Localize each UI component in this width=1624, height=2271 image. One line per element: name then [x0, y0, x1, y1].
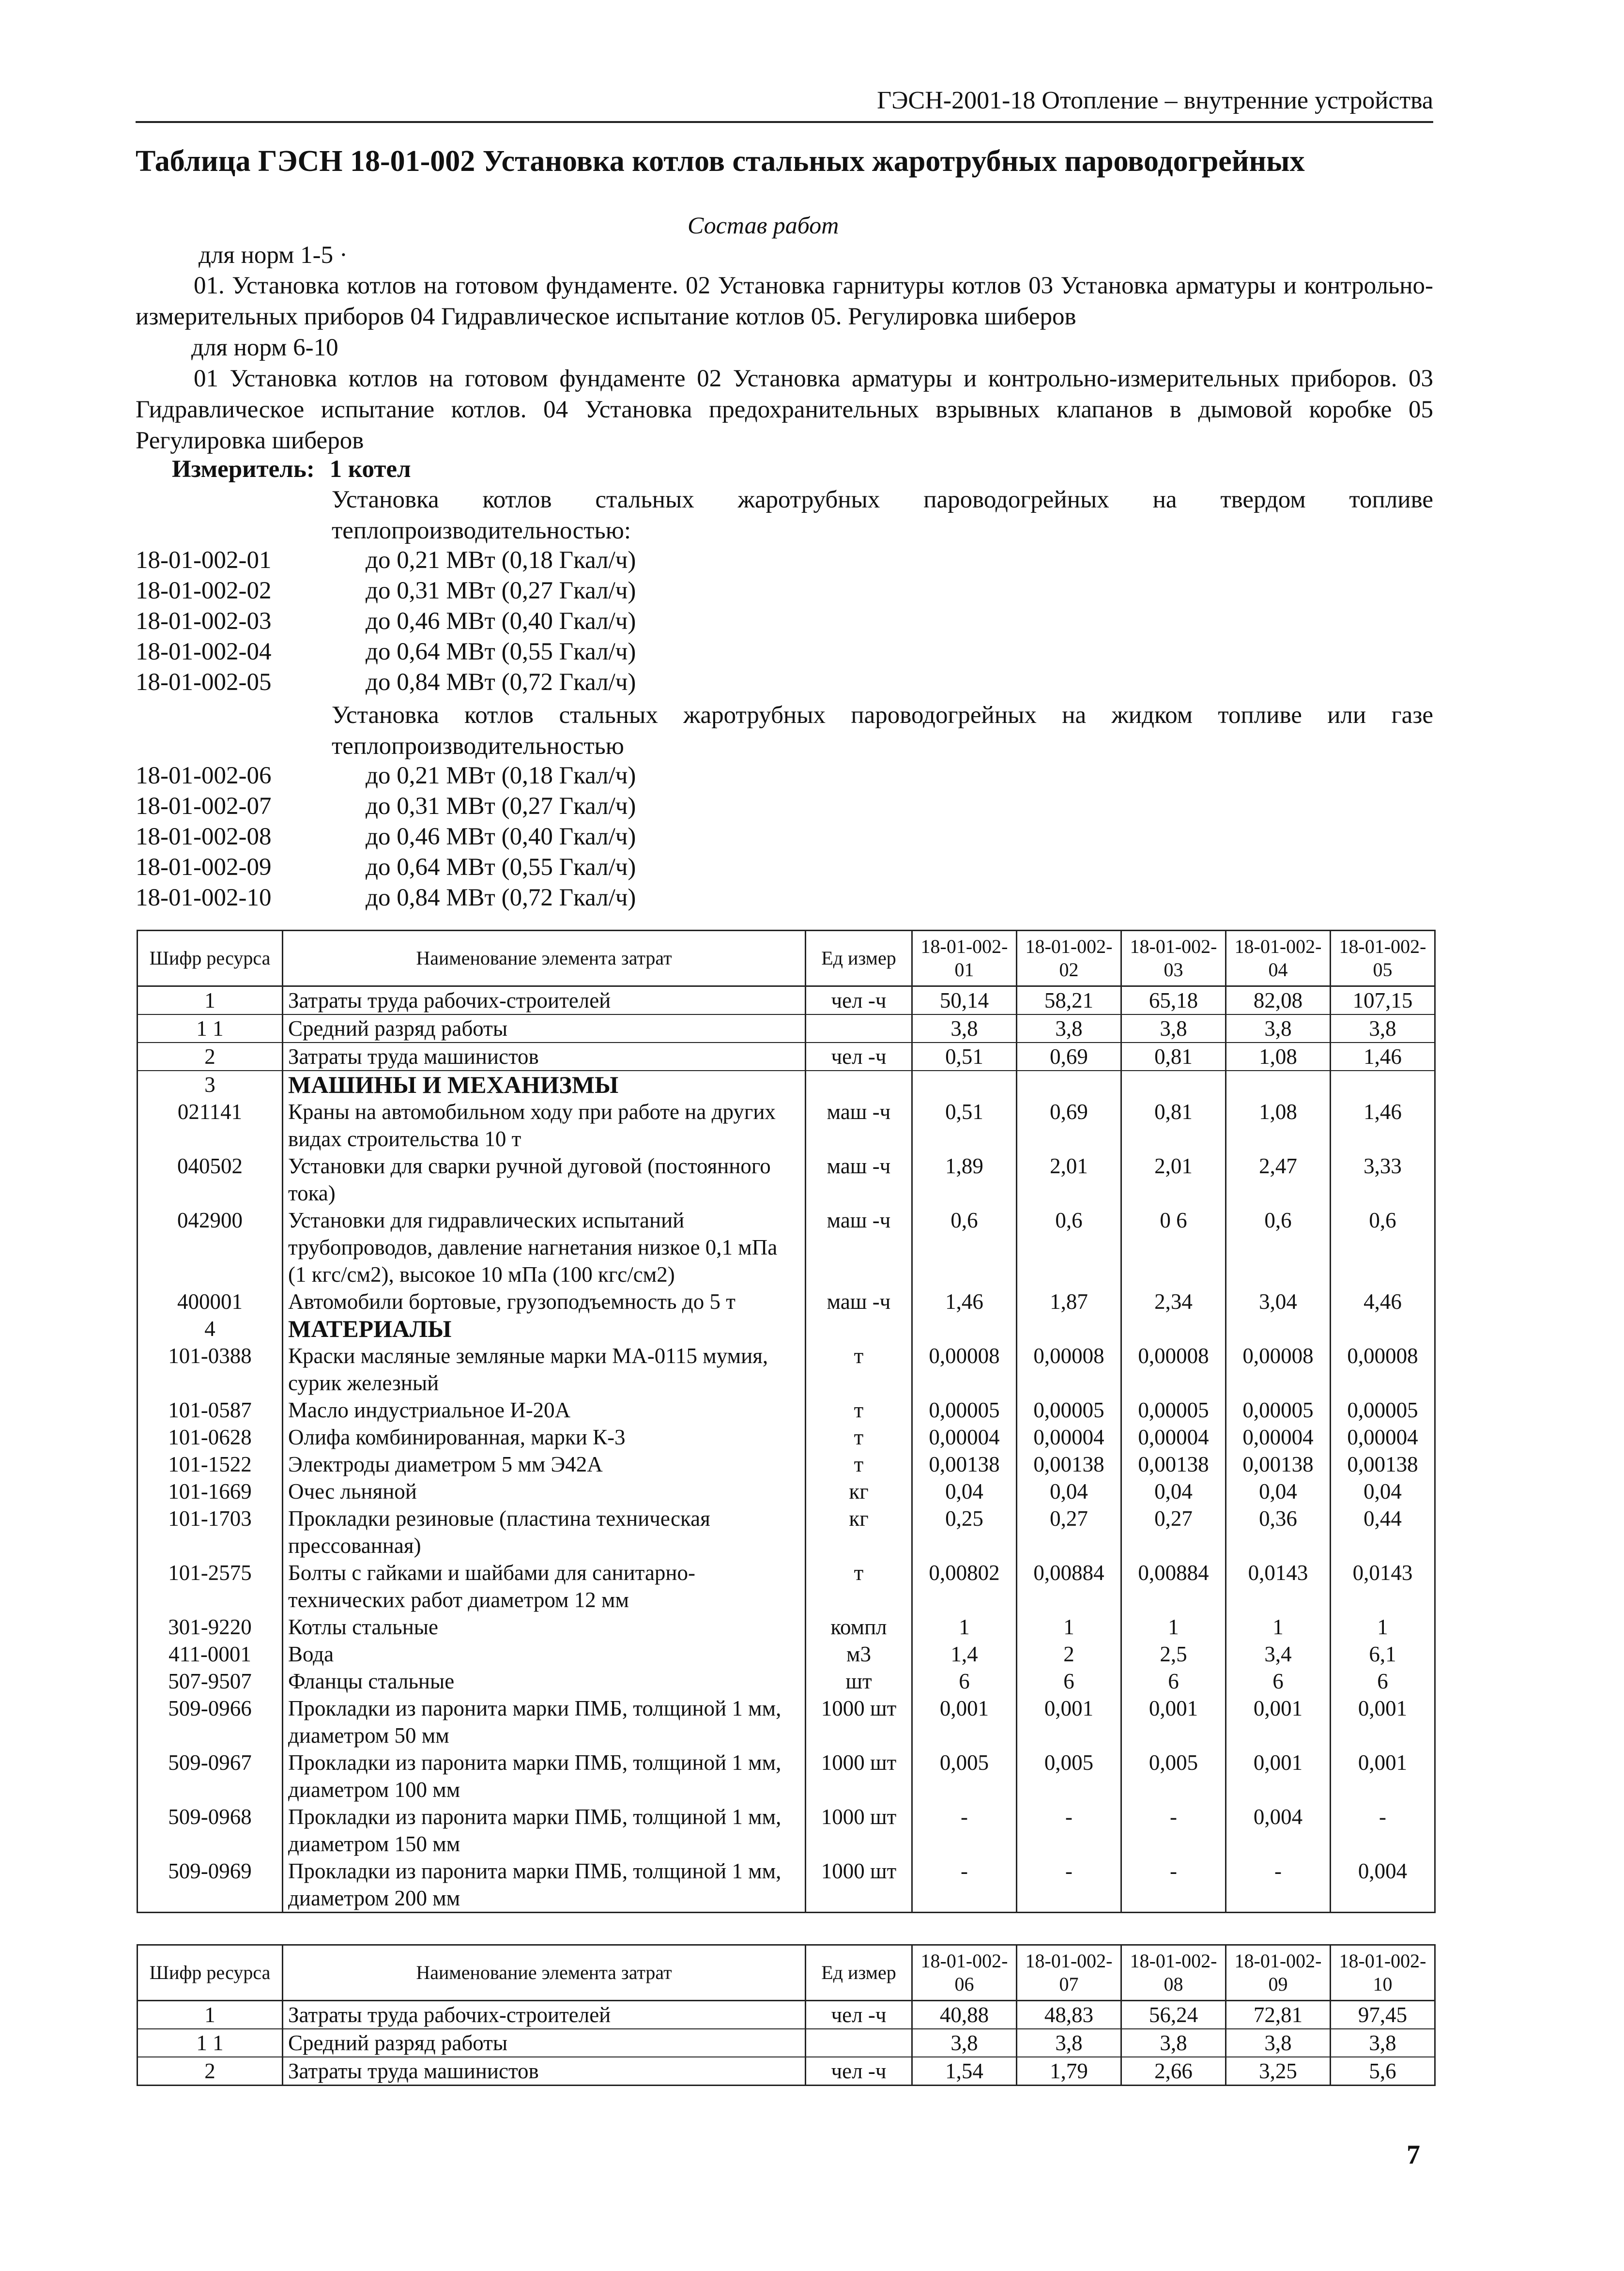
resource-unit: чел -ч [806, 1043, 912, 1071]
norm-value: 1,89 [912, 1152, 1017, 1207]
norm-value [912, 1071, 1017, 1098]
resource-code: 509-0969 [138, 1857, 283, 1913]
table-row [138, 1342, 1435, 1396]
header-norm-code: 18-01-002-09 [1226, 1945, 1331, 2001]
norm-group1-title: Установка котлов стальных жаротрубных пароводогрейных на твердом топливе теплопроизводительностью: [332, 486, 1433, 544]
norm-value: 1,79 [1017, 2057, 1121, 2086]
norm-value [1121, 1315, 1226, 1342]
measure-value: 1 котел [329, 456, 411, 483]
header-name: Наименование элемента затрат [283, 931, 806, 986]
table-row [138, 1668, 1435, 1695]
norm-value: 3,8 [1017, 2029, 1121, 2057]
resource-name: Прокладки из паронита марки ПМБ, толщиной 1 мм, диаметром 150 мм [283, 1803, 806, 1857]
resource-code: 2 [138, 1043, 283, 1071]
norm-value: - [1017, 1857, 1121, 1913]
norm-code: 18-01-002-03 [136, 608, 272, 635]
resource-code: 509-0967 [138, 1749, 283, 1803]
norm-value: 0,00004 [1226, 1424, 1331, 1451]
resource-unit [806, 2029, 912, 2057]
norm-value: 50,14 [912, 986, 1017, 1015]
resource-unit: маш -ч [806, 1152, 912, 1207]
resource-name: Котлы стальные [283, 1613, 806, 1641]
norm-value [912, 1315, 1017, 1342]
resource-code: 301-9220 [138, 1613, 283, 1641]
norm-value: 4,46 [1331, 1288, 1435, 1315]
resource-code: 4 [138, 1315, 283, 1342]
norm-value: 0 6 [1121, 1207, 1226, 1288]
table-1-body [138, 986, 1435, 1913]
norm-description: до 0,84 МВт (0,72 Гкал/ч) [366, 884, 636, 911]
resource-name: Прокладки из паронита марки ПМБ, толщиной 1 мм, диаметром 50 мм [283, 1695, 806, 1749]
resource-code: 509-0968 [138, 1803, 283, 1857]
norm-value: 40,88 [912, 2001, 1017, 2029]
norm-value: 97,45 [1331, 2001, 1435, 2029]
header-norm-code: 18-01-002-07 [1017, 1945, 1121, 2001]
norm-value: 0,001 [1121, 1695, 1226, 1749]
norm-value: 0,04 [1331, 1478, 1435, 1505]
norm-value: 3,8 [1331, 1014, 1435, 1043]
norm-value: 0,001 [1331, 1749, 1435, 1803]
norm-value: 0,005 [912, 1749, 1017, 1803]
header-norm-code: 18-01-002-08 [1121, 1945, 1226, 2001]
table-row [138, 1641, 1435, 1668]
page-number: 7 [1407, 2140, 1420, 2170]
norm-value: 1,08 [1226, 1043, 1331, 1071]
norm-value: 3,8 [1121, 2029, 1226, 2057]
resource-code: 1 1 [138, 1014, 283, 1043]
resource-unit: чел -ч [806, 2057, 912, 2086]
norm-value: - [1017, 1803, 1121, 1857]
norm-value: - [912, 1803, 1017, 1857]
resource-unit: 1000 шт [806, 1695, 912, 1749]
norm-value: 0,001 [1331, 1695, 1435, 1749]
header-norm-code: 18-01-002-04 [1226, 931, 1331, 986]
resource-name: МАШИНЫ И МЕХАНИЗМЫ [283, 1071, 806, 1098]
norm-value: 0,81 [1121, 1043, 1226, 1071]
header-unit: Ед измер [806, 1945, 912, 2001]
table-row [138, 1451, 1435, 1478]
norm-value: 1,46 [1331, 1098, 1435, 1152]
table-row [138, 1152, 1435, 1207]
norm-value: 0,25 [912, 1505, 1017, 1559]
norm-value: 6 [912, 1668, 1017, 1695]
norm-value: 3,8 [1226, 2029, 1331, 2057]
norm-value: 0,00802 [912, 1559, 1017, 1613]
norm-value: 6,1 [1331, 1641, 1435, 1668]
norm-value: 0,51 [912, 1043, 1017, 1071]
norm-code: 18-01-002-04 [136, 638, 272, 665]
table-row [138, 1478, 1435, 1505]
resource-unit: маш -ч [806, 1288, 912, 1315]
resource-name: МАТЕРИАЛЫ [283, 1315, 806, 1342]
norm-value: 3,8 [912, 2029, 1017, 2057]
norm-value: 3,33 [1331, 1152, 1435, 1207]
norm-value: 2 [1017, 1641, 1121, 1668]
header-code: Шифр ресурса [138, 1945, 283, 2001]
norm-description: до 0,46 МВт (0,40 Гкал/ч) [366, 608, 636, 635]
header-norm-code: 18-01-002-06 [912, 1945, 1017, 2001]
norm-value: 0,0143 [1331, 1559, 1435, 1613]
norm-value: 2,01 [1017, 1152, 1121, 1207]
norm-value [1226, 1071, 1331, 1098]
table-row [138, 986, 1435, 1015]
norm-value: 0,00005 [1226, 1396, 1331, 1424]
resource-name: Прокладки из паронита марки ПМБ, толщиной 1 мм, диаметром 200 мм [283, 1857, 806, 1913]
resource-code: 101-0628 [138, 1424, 283, 1451]
norm-code: 18-01-002-07 [136, 793, 272, 820]
norm-value: 0,00008 [912, 1342, 1017, 1396]
norm-value [1331, 1071, 1435, 1098]
norm-value: - [1121, 1857, 1226, 1913]
norm-value: 0,005 [1121, 1749, 1226, 1803]
norm-value [1226, 1315, 1331, 1342]
norm-value [1017, 1071, 1121, 1098]
resource-code: 101-0388 [138, 1342, 283, 1396]
norm-value: 0,00005 [1121, 1396, 1226, 1424]
resource-code: 1 1 [138, 2029, 283, 2057]
resource-code: 3 [138, 1071, 283, 1098]
norm-value: 6 [1331, 1668, 1435, 1695]
resource-code: 2 [138, 2057, 283, 2086]
resource-name: Краски масляные земляные марки МА-0115 мумия, сурик железный [283, 1342, 806, 1396]
norm-value: 0,005 [1017, 1749, 1121, 1803]
resource-unit: 1000 шт [806, 1803, 912, 1857]
norm-description: до 0,21 МВт (0,18 Гкал/ч) [366, 762, 636, 789]
norm-value: 0,004 [1226, 1803, 1331, 1857]
resource-name: Масло индустриальное И-20А [283, 1396, 806, 1424]
norm-value: 0,00008 [1017, 1342, 1121, 1396]
norm-value: 1 [912, 1613, 1017, 1641]
norm-value: 1,4 [912, 1641, 1017, 1668]
resource-code: 1 [138, 2001, 283, 2029]
running-header: ГЭСН-2001-18 Отопление – внутренние устройства [877, 87, 1433, 114]
norm-value: 107,15 [1331, 986, 1435, 1015]
norm-value: 0,04 [1121, 1478, 1226, 1505]
header-norm-code: 18-01-002-10 [1331, 1945, 1435, 2001]
resource-name: Средний разряд работы [283, 1014, 806, 1043]
norm-value: 48,83 [1017, 2001, 1121, 2029]
resource-unit: т [806, 1396, 912, 1424]
norm-value: 0,00004 [1331, 1424, 1435, 1451]
resource-unit: кг [806, 1478, 912, 1505]
norm-value: 0,00008 [1226, 1342, 1331, 1396]
norm-value: 1 [1226, 1613, 1331, 1641]
norm-value: 72,81 [1226, 2001, 1331, 2029]
norm-value: 3,8 [912, 1014, 1017, 1043]
resource-unit: т [806, 1424, 912, 1451]
resource-name: Олифа комбинированная, марки К-3 [283, 1424, 806, 1451]
norm-value: 0,00004 [1017, 1424, 1121, 1451]
table-row [138, 1505, 1435, 1559]
table-row [138, 1857, 1435, 1913]
norm-value: 0,27 [1121, 1505, 1226, 1559]
group2-label: для норм 6-10 [191, 334, 338, 361]
resource-code: 101-1522 [138, 1451, 283, 1478]
norm-code: 18-01-002-08 [136, 823, 272, 850]
norm-value: 0,00004 [1121, 1424, 1226, 1451]
norm-value: 0,00004 [912, 1424, 1017, 1451]
resource-name: Вода [283, 1641, 806, 1668]
resource-name: Затраты труда рабочих-строителей [283, 2001, 806, 2029]
norm-code: 18-01-002-01 [136, 547, 272, 574]
table-1-header [138, 931, 1435, 986]
norm-value: 0,36 [1226, 1505, 1331, 1559]
norm-value: 0,6 [1331, 1207, 1435, 1288]
norm-value: 0,69 [1017, 1043, 1121, 1071]
norm-value: 0,00138 [1331, 1451, 1435, 1478]
resource-unit: компл [806, 1613, 912, 1641]
resource-name: Краны на автомобильном ходу при работе на других видах строительства 10 т [283, 1098, 806, 1152]
norm-value: 0,00008 [1121, 1342, 1226, 1396]
norm-value: 0,0143 [1226, 1559, 1331, 1613]
resource-code: 101-1669 [138, 1478, 283, 1505]
norm-value: 65,18 [1121, 986, 1226, 1015]
norm-value: 1,87 [1017, 1288, 1121, 1315]
norm-value: 1 [1017, 1613, 1121, 1641]
header-norm-code: 18-01-002-05 [1331, 931, 1435, 986]
norm-value: 3,8 [1226, 1014, 1331, 1043]
norm-value: 0,6 [912, 1207, 1017, 1288]
resource-name: Затраты труда машинистов [283, 1043, 806, 1071]
resource-name: Фланцы стальные [283, 1668, 806, 1695]
resource-unit: чел -ч [806, 2001, 912, 2029]
norm-value: 6 [1226, 1668, 1331, 1695]
resource-table-2 [137, 1944, 1436, 2086]
resource-name: Затраты труда рабочих-строителей [283, 986, 806, 1015]
group2-text: 01 Установка котлов на готовом фундаменте 02 Установка арматуры и контрольно-измерительных приборов. 03 Гидравлическое испытание котлов. 04 Установка предохранительных взрывных клапанов в дымовой коробке 05 Регулировка шиберов [136, 365, 1433, 454]
resource-unit: т [806, 1451, 912, 1478]
norm-value: - [1121, 1803, 1226, 1857]
norm-description: до 0,31 МВт (0,27 Гкал/ч) [366, 577, 636, 604]
norm-value [1017, 1315, 1121, 1342]
norm-value: 3,04 [1226, 1288, 1331, 1315]
resource-name: Очес льняной [283, 1478, 806, 1505]
table-row [138, 1315, 1435, 1342]
resource-unit: м3 [806, 1641, 912, 1668]
norm-value: 0,00008 [1331, 1342, 1435, 1396]
norm-value: 1,08 [1226, 1098, 1331, 1152]
norm-value: 2,01 [1121, 1152, 1226, 1207]
table-row [138, 1014, 1435, 1043]
measure-label: Измеритель: [172, 456, 315, 483]
norm-value: 0,001 [1017, 1695, 1121, 1749]
norm-value: 0,27 [1017, 1505, 1121, 1559]
header-norm-code: 18-01-002-03 [1121, 931, 1226, 986]
norm-value: 0,00138 [1226, 1451, 1331, 1478]
resource-code: 400001 [138, 1288, 283, 1315]
group1-label: для норм 1-5 · [199, 242, 348, 269]
resource-code: 042900 [138, 1207, 283, 1288]
norm-value: 0,004 [1331, 1857, 1435, 1913]
norm-value: 1,46 [912, 1288, 1017, 1315]
resource-unit: 1000 шт [806, 1749, 912, 1803]
norm-value: 2,66 [1121, 2057, 1226, 2086]
resource-unit: 1000 шт [806, 1857, 912, 1913]
norm-description: до 0,46 МВт (0,40 Гкал/ч) [366, 823, 636, 850]
norm-value: 56,24 [1121, 2001, 1226, 2029]
norm-value: - [912, 1857, 1017, 1913]
norm-value: 82,08 [1226, 986, 1331, 1015]
norm-value: - [1226, 1857, 1331, 1913]
norm-value: 1,54 [912, 2057, 1017, 2086]
header-unit: Ед измер [806, 931, 912, 986]
resource-unit: маш -ч [806, 1098, 912, 1152]
resource-unit: шт [806, 1668, 912, 1695]
norm-description: до 0,21 МВт (0,18 Гкал/ч) [366, 547, 636, 574]
norm-value: 0,51 [912, 1098, 1017, 1152]
norm-value: 3,8 [1121, 1014, 1226, 1043]
resource-code: 021141 [138, 1098, 283, 1152]
norm-value: 1,46 [1331, 1043, 1435, 1071]
norm-value: 3,25 [1226, 2057, 1331, 2086]
norm-value: 1 [1121, 1613, 1226, 1641]
table-2-body [138, 2001, 1435, 2086]
table-row [138, 1803, 1435, 1857]
norm-value: 3,8 [1017, 1014, 1121, 1043]
norm-value: 5,6 [1331, 2057, 1435, 2086]
resource-name: Автомобили бортовые, грузоподъемность до 5 т [283, 1288, 806, 1315]
norm-value: 2,5 [1121, 1641, 1226, 1668]
table-row [138, 1613, 1435, 1641]
norm-value: 0,00884 [1121, 1559, 1226, 1613]
resource-code: 509-0966 [138, 1695, 283, 1749]
norm-code: 18-01-002-06 [136, 762, 272, 789]
resource-unit: т [806, 1342, 912, 1396]
norm-value: - [1331, 1803, 1435, 1857]
resource-name: Прокладки из паронита марки ПМБ, толщиной 1 мм, диаметром 100 мм [283, 1749, 806, 1803]
norm-value: 3,4 [1226, 1641, 1331, 1668]
norm-value: 2,47 [1226, 1152, 1331, 1207]
norm-value: 0,04 [1226, 1478, 1331, 1505]
resource-name: Установки для гидравлических испытаний трубопроводов, давление нагнетания низкое 0,1 мПа (1 кгс/см2), высокое 10 мПа (100 кгс/см2) [283, 1207, 806, 1288]
header-code: Шифр ресурса [138, 931, 283, 986]
header-norm-code: 18-01-002-01 [912, 931, 1017, 986]
table-row [138, 1749, 1435, 1803]
resource-unit [806, 1014, 912, 1043]
norm-value: 0,001 [1226, 1749, 1331, 1803]
table-row [138, 1043, 1435, 1071]
norm-description: до 0,31 МВт (0,27 Гкал/ч) [366, 793, 636, 820]
table-row [138, 2057, 1435, 2086]
table-title: Таблица ГЭСН 18-01-002 Установка котлов стальных жаротрубных пароводогрейных [136, 145, 1305, 178]
norm-value: 0,44 [1331, 1505, 1435, 1559]
resource-unit: кг [806, 1505, 912, 1559]
measure [172, 455, 411, 483]
resource-name: Затраты труда машинистов [283, 2057, 806, 2086]
norm-value: 0,69 [1017, 1098, 1121, 1152]
table-row [138, 1288, 1435, 1315]
resource-code: 101-2575 [138, 1559, 283, 1613]
norm-code: 18-01-002-05 [136, 669, 272, 696]
resource-name: Электроды диаметром 5 мм Э42А [283, 1451, 806, 1478]
norm-description: до 0,84 МВт (0,72 Гкал/ч) [366, 669, 636, 696]
resource-code: 101-0587 [138, 1396, 283, 1424]
norm-value: 0,00138 [912, 1451, 1017, 1478]
norm-value: 0,00005 [912, 1396, 1017, 1424]
norm-value: 6 [1121, 1668, 1226, 1695]
table-row [138, 1098, 1435, 1152]
resource-name: Установки для сварки ручной дуговой (постоянного тока) [283, 1152, 806, 1207]
resource-name: Средний разряд работы [283, 2029, 806, 2057]
table-row [138, 2029, 1435, 2057]
resource-unit [806, 1071, 912, 1098]
norm-value: 0,001 [1226, 1695, 1331, 1749]
norm-value: 0,00884 [1017, 1559, 1121, 1613]
norm-value: 0,00138 [1121, 1451, 1226, 1478]
norm-value: 1 [1331, 1613, 1435, 1641]
resource-code: 507-9507 [138, 1668, 283, 1695]
norm-description: до 0,64 МВт (0,55 Гкал/ч) [366, 854, 636, 881]
header-name: Наименование элемента затрат [283, 1945, 806, 2001]
norm-group2-title: Установка котлов стальных жаротрубных пароводогрейных на жидком топливе или газе теплопроизводительностью [332, 702, 1433, 760]
table-row [138, 1559, 1435, 1613]
norm-value: 3,8 [1331, 2029, 1435, 2057]
norm-value [1331, 1315, 1435, 1342]
norm-code: 18-01-002-10 [136, 884, 272, 911]
header-rule [136, 121, 1433, 123]
norm-code: 18-01-002-02 [136, 577, 272, 604]
norm-value: 2,34 [1121, 1288, 1226, 1315]
resource-code: 1 [138, 986, 283, 1015]
header-norm-code: 18-01-002-02 [1017, 931, 1121, 986]
norm-value: 0,00138 [1017, 1451, 1121, 1478]
group1-text: 01. Установка котлов на готовом фундаменте. 02 Установка гарнитуры котлов 03 Установка арматуры и контрольно-измерительных приборов 04 Гидравлическое испытание котлов 05. Регулировка шиберов [136, 272, 1433, 330]
norm-value: 0,00005 [1331, 1396, 1435, 1424]
norm-value [1121, 1071, 1226, 1098]
resource-unit: т [806, 1559, 912, 1613]
resource-code: 040502 [138, 1152, 283, 1207]
table-row [138, 1207, 1435, 1288]
resource-unit: чел -ч [806, 986, 912, 1015]
resource-code: 101-1703 [138, 1505, 283, 1559]
resource-table-1 [137, 930, 1436, 1913]
composition-heading: Состав работ [688, 212, 839, 239]
resource-name: Болты с гайками и шайбами для санитарно-технических работ диаметром 12 мм [283, 1559, 806, 1613]
table-2-header [138, 1945, 1435, 2001]
norm-value: 0,04 [1017, 1478, 1121, 1505]
table-row [138, 1396, 1435, 1424]
table-row [138, 1424, 1435, 1451]
norm-value: 0,81 [1121, 1098, 1226, 1152]
norm-value: 6 [1017, 1668, 1121, 1695]
norm-description: до 0,64 МВт (0,55 Гкал/ч) [366, 638, 636, 665]
resource-unit: маш -ч [806, 1207, 912, 1288]
resource-unit [806, 1315, 912, 1342]
norm-value: 0,04 [912, 1478, 1017, 1505]
norm-value: 58,21 [1017, 986, 1121, 1015]
norm-value: 0,6 [1226, 1207, 1331, 1288]
norm-value: 0,001 [912, 1695, 1017, 1749]
norm-code: 18-01-002-09 [136, 854, 272, 881]
table-row [138, 2001, 1435, 2029]
table-row [138, 1071, 1435, 1098]
resource-code: 411-0001 [138, 1641, 283, 1668]
norm-value: 0,00005 [1017, 1396, 1121, 1424]
norm-value: 0,6 [1017, 1207, 1121, 1288]
table-row [138, 1695, 1435, 1749]
resource-name: Прокладки резиновые (пластина техническая прессованная) [283, 1505, 806, 1559]
